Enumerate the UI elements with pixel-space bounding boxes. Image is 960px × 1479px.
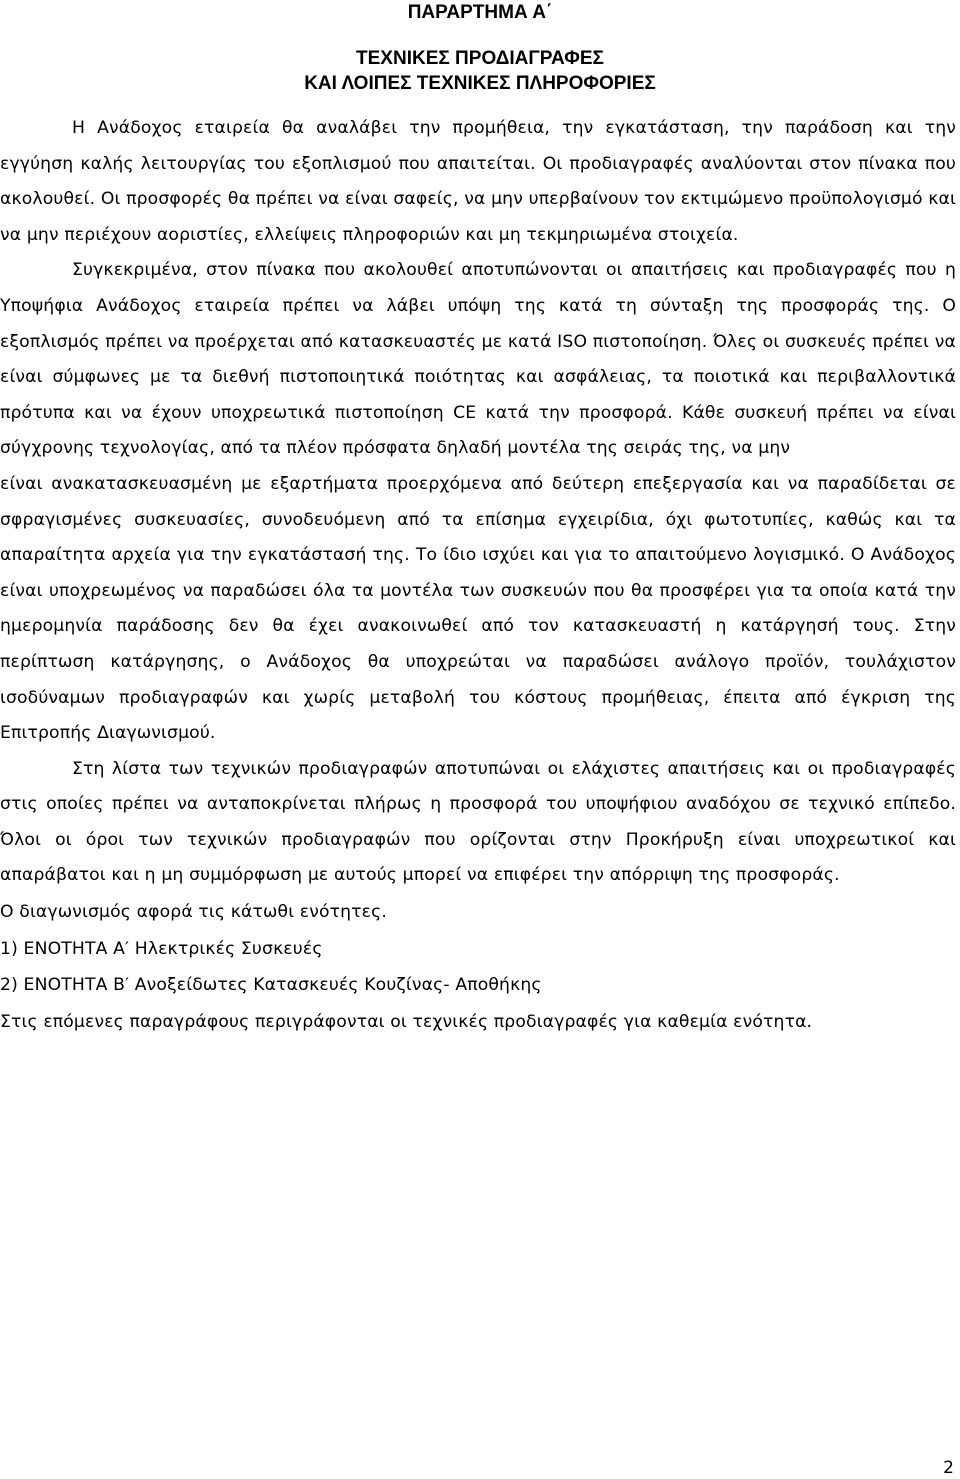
tender-sections-intro: Ο διαγωνισμός αφορά τις κάτωθι ενότητες. bbox=[0, 902, 387, 923]
appendix-title: ΠΑΡΑΡΤΗΜΑ Α΄ bbox=[407, 2, 553, 23]
paragraph-requirements-continued: είναι ανακατασκευασμένη με εξαρτήματα προερχόμενα από δεύτερη επεξεργασία και να παραδίδεται σε σφραγισμένες συσκευασίες, συνοδευόμενη από τα επίσημα εγχειρίδια, όχι φωτοτυπίες, καθώς και τα απαραίτητα αρχεία για την εγκατάστασή της. Το ίδιο ισχύει και για το απαιτούμενο λογισμικό. Ο Ανάδοχος είναι υποχρεωμένος να παραδώσει όλα τα μοντέλα των συσκευών που θα προσφέρει για τα οποία κατά την ημερομηνία παράδοσης δεν θα έχει ανακοινωθεί από τον κατασκευαστή η κατάργησή τους. Στην περίπτωση κατάργησης, ο Ανάδοχος θα υποχρεώται να παραδώσει ανάλογο προϊόν, τουλάχιστον ισοδύναμων προδιαγραφών και χωρίς μεταβολή του κόστους προμήθειας, έπειτα από έγκριση της Επιτροπής Διαγωνισμού. bbox=[0, 473, 956, 744]
section-title-line-2: ΚΑΙ ΛΟΙΠΕΣ ΤΕΧΝΙΚΕΣ ΠΛΗΡΟΦΟΡΙΕΣ bbox=[304, 73, 656, 94]
paragraph-intro: Η Ανάδοχος εταιρεία θα αναλάβει την προμήθεια, την εγκατάσταση, την παράδοση και την εγγύηση καλής λειτουργίας του εξοπλισμού που απαιτείται. Οι προδιαγραφές αναλύονται στον πίνακα που ακολουθεί. Οι προσφορές θα πρέπει να είναι σαφείς, να μην υπερβαίνουν τον εκτιμώμενο προϋπολογισμό και να μην περιέχουν αοριστίες, ελλείψεις πληροφοριών και μη τεκμηριωμένα στοιχεία. bbox=[0, 118, 956, 245]
paragraph-spec-list: Στη λίστα των τεχνικών προδιαγραφών αποτυπώναι οι ελάχιστες απαιτήσεις και οι προδιαγραφές στις οποίες πρέπει να ανταποκρίνεται πλήρως η προσφορά του υποψήφιου αναδόχου σε τεχνικό επίπεδο. Όλοι οι όροι των τεχνικών προδιαγραφών που ορίζονται στην Προκήρυξη είναι υποχρεωτικοί και απαράβατοι και η μη συμμόρφωση με αυτούς μπορεί να επιφέρει την απόρριψη της προσφοράς. bbox=[0, 758, 956, 886]
section-b-item: 2) ΕΝΟΤΗΤΑ Β′ Ανοξείδωτες Κατασκευές Κουζίνας- Αποθήκης bbox=[0, 975, 542, 996]
page-number: 2 bbox=[943, 1458, 954, 1478]
paragraph-requirements: Συγκεκριμένα, στον πίνακα που ακολουθεί αποτυπώνονται οι απαιτήσεις και προδιαγραφές που η Υποψήφια Ανάδοχος εταιρεία πρέπει να λάβει υπόψη της κατά τη σύνταξη της προσφοράς της. Ο εξοπλισμός πρέπει να προέρχεται από κατασκευαστές με κατά ISO πιστοποίηση. Όλες οι συσκευές πρέπει να είναι σύμφωνες με τα διεθνή πιστοποιητικά ποιότητας και ασφάλειας, τα ποιοτικά και περιβαλλοντικά πρότυπα και να έχουν υποχρεωτικά πιστοποίηση CE κατά την προσφορά. Κάθε συσκευή πρέπει να είναι σύγχρονης τεχνολογίας, από τα πλέον πρόσφατα δηλαδή μοντέλα της σειράς της, να μην bbox=[0, 260, 957, 459]
section-a-item: 1) ΕΝΟΤΗΤΑ Α′ Ηλεκτρικές Συσκευές bbox=[0, 938, 323, 959]
body-text bbox=[0, 111, 956, 1040]
closing-sentence: Στις επόμενες παραγράφους περιγράφονται οι τεχνικές προδιαγραφές για καθεμία ενότητα. bbox=[0, 1011, 813, 1032]
section-title-line-1: ΤΕΧΝΙΚΕΣ ΠΡΟΔΙΑΓΡΑΦΕΣ bbox=[356, 48, 604, 69]
